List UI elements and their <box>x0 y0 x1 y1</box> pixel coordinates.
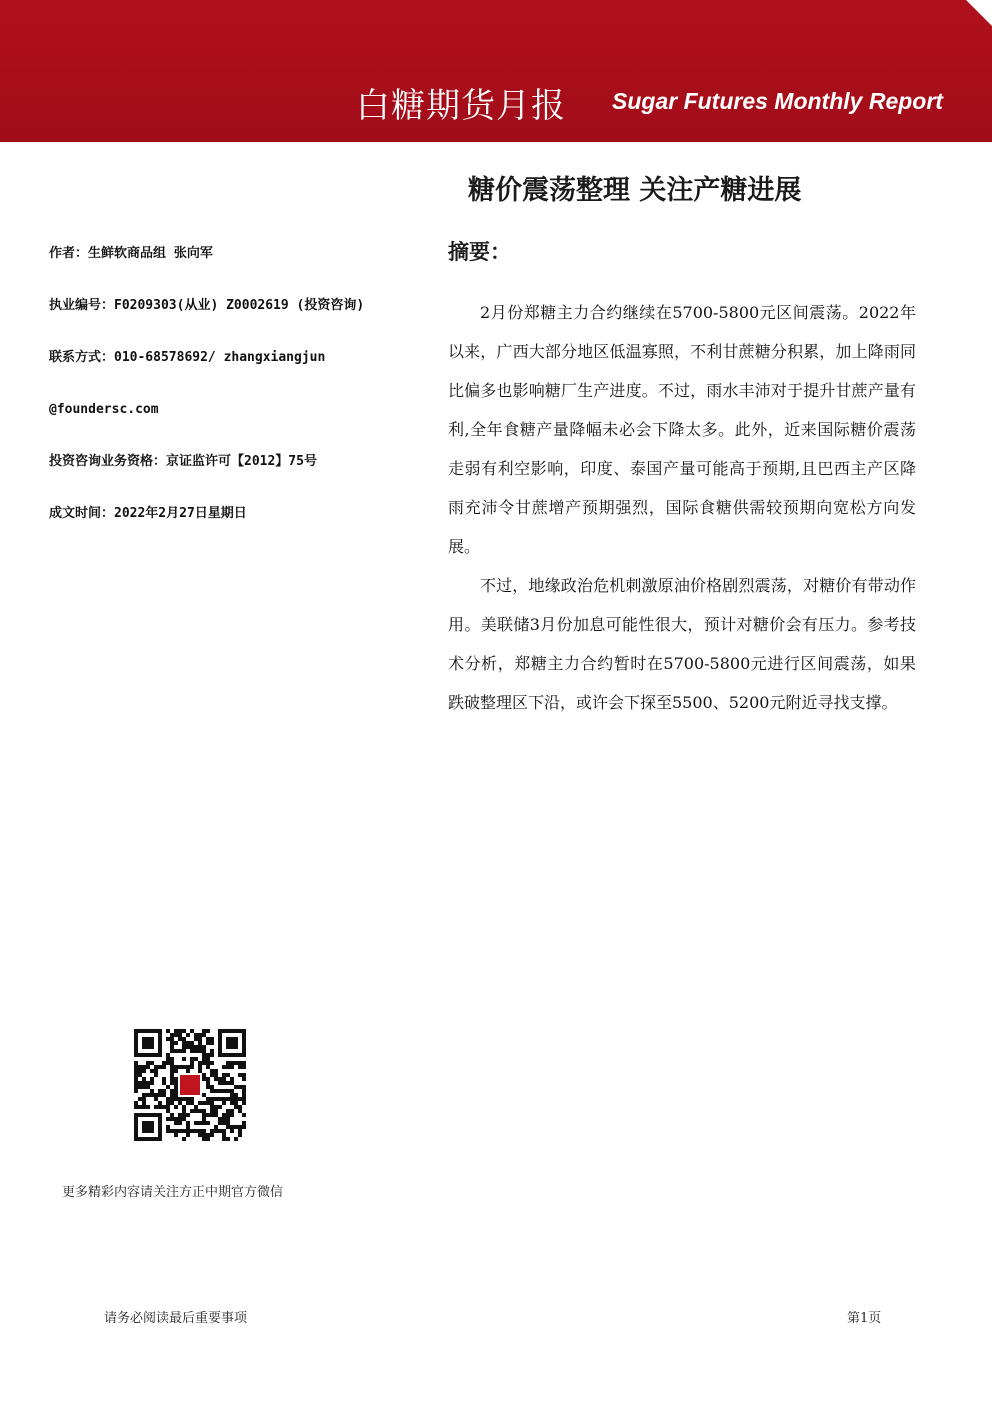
author-line: 作者：生鲜软商品组 张向军 <box>49 246 213 261</box>
report-header-banner <box>0 0 992 142</box>
header-title-chinese: 白糖期货月报 <box>356 86 566 126</box>
header-title-english: Sugar Futures Monthly Report <box>612 88 943 114</box>
abstract-paragraph: 不过，地缘政治危机刺激原油价格剧烈震荡，对糖价有带动作用。美联储3月份加息可能性很大，预计对糖价会有压力。参考技术分析，郑糖主力合约暂时在5700-5800元进行区间震荡，如果跌破整理区下沿，或许会下探至5500、5200元附近寻找支撑。 <box>448 576 916 712</box>
license-number-line: 执业编号：F0209303(从业) Z0002619 (投资咨询) <box>49 298 365 313</box>
footer-disclaimer-note: 请务必阅读最后重要事项 <box>104 1311 248 1326</box>
brand-logo-icon <box>178 1073 202 1097</box>
email-line: @foundersc.com <box>49 402 159 417</box>
page-number: 第1页 <box>847 1311 882 1326</box>
abstract-body <box>448 293 916 722</box>
contact-line: 联系方式：010-68578692/ zhangxiangjun <box>49 350 326 365</box>
qualification-line: 投资咨询业务资格：京证监许可【2012】75号 <box>49 454 317 469</box>
abstract-heading: 摘要： <box>448 240 511 264</box>
abstract-paragraph: 2月份郑糖主力合约继续在5700-5800元区间震荡。2022年以来，广西大部分地区低温寡照，不利甘蔗糖分积累，加上降雨同比偏多也影响糖厂生产进度。不过，雨水丰沛对于提升甘蔗产量有利,全年食糖产量降幅未必会下降太多。此外，近来国际糖价震荡走弱有利空影响，印度、泰国产量可能高于预期,且巴西主产区降雨充沛令甘蔗增产预期强烈，国际食糖供需较预期向宽松方向发展。 <box>448 303 916 556</box>
qr-code-icon <box>134 1029 246 1141</box>
qr-caption: 更多精彩内容请关注方正中期官方微信 <box>62 1185 284 1200</box>
author-info <box>49 246 429 558</box>
report-title: 糖价震荡整理 关注产糖进展 <box>468 175 802 206</box>
header-page-curl <box>966 0 992 26</box>
date-line: 成文时间：2022年2月27日星期日 <box>49 506 247 521</box>
